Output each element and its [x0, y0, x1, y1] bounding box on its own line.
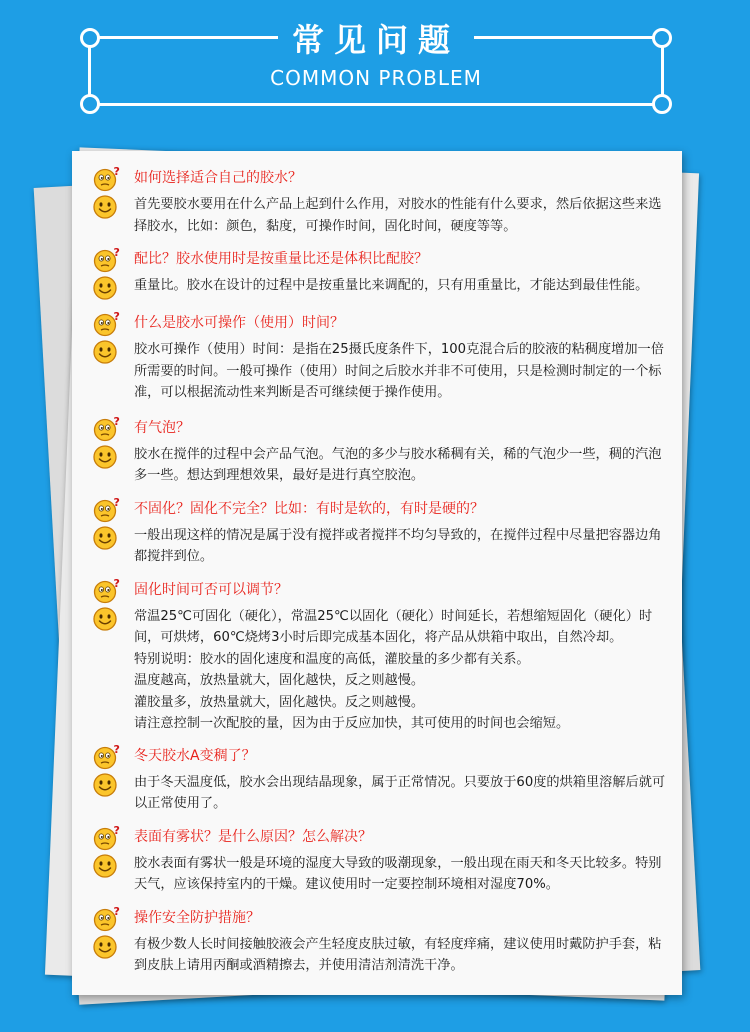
frame-corner [80, 94, 100, 114]
faq-question [90, 246, 670, 273]
answer-note: 特别说明：胶水的固化速度和温度的高低，灌胶量的多少都有关系。 [134, 651, 530, 667]
faq-question [90, 310, 670, 337]
faq-item [90, 310, 670, 404]
question-text: 有气泡？ [134, 419, 190, 436]
faq-answer [90, 273, 670, 300]
page-subtitle: COMMON PROBLEM [270, 66, 482, 90]
smiley-face-icon [92, 525, 118, 555]
faq-answer [90, 442, 670, 487]
smiley-face-icon [92, 275, 118, 305]
svg-text:?: ? [113, 246, 120, 259]
answer-text: 重量比。胶水在设计的过程中是按重量比来调配的，只有用重量比，才能达到最佳性能。 [134, 278, 649, 293]
faq-item [90, 824, 670, 896]
faq-answer [90, 192, 670, 237]
faq-question [90, 496, 670, 523]
answer-text: 一般出现这样的情况是属于没有搅拌或者搅拌不均匀导致的，在搅伴过程中尽量把容器边角都搅拌到位。 [134, 527, 662, 564]
question-text: 什么是胶水可操作（使用）时间？ [134, 315, 344, 331]
svg-text:?: ? [113, 904, 120, 918]
faq-item [90, 577, 670, 735]
faq-answer [90, 523, 670, 568]
faq-question [90, 905, 670, 932]
smiley-face-icon [92, 606, 118, 636]
answer-text: 首先要胶水要用在什么产品上起到什么作用，对胶水的性能有什么要求，然后依据这些来选择胶水，比如：颜色，黏度，可操作时间，固化时间，硬度等等。 [134, 197, 662, 234]
question-text: 配比？胶水使用时是按重量比还是体积比配胶？ [134, 251, 428, 267]
smiley-face-icon [92, 934, 118, 964]
faq-item [90, 743, 670, 815]
answer-note: 温度越高，放热量就大，固化越快，反之则越慢。 [134, 673, 425, 688]
faq-question [90, 824, 670, 851]
smiley-face-icon [92, 194, 118, 224]
faq-answer [90, 851, 670, 896]
question-text: 操作安全防护措施？ [134, 909, 260, 926]
header-banner [88, 14, 664, 106]
smiley-face-icon [92, 444, 118, 474]
faq-list [90, 160, 670, 977]
answer-text: 胶水表面有雾状一般是环境的湿度大导致的吸潮现象，一般出现在雨天和冬天比较多。特别天气，应该保持室内的干燥。建议使用时一定要控制环境相对湿度70%。 [134, 855, 662, 892]
question-text: 如何选择适合自己的胶水？ [134, 170, 302, 186]
answer-text: 常温25℃可固化（硬化），常温25℃以固化（硬化）时间延长，若想缩短固化（硬化）时间，可烘烤，60℃烧烤3小时后即完成基本固化，将产品从烘箱中取出，自然冷却。 [134, 608, 653, 645]
svg-text:?: ? [113, 742, 120, 756]
question-text: 表面有雾状？是什么原因？怎么解决？ [134, 828, 372, 845]
faq-item [90, 165, 670, 237]
answer-note: 请注意控制一次配胶的量，因为由于反应加快，其可使用的时间也会缩短。 [134, 716, 570, 731]
faq-question [90, 165, 670, 192]
question-text: 固化时间可否可以调节？ [134, 581, 288, 598]
svg-text:?: ? [113, 310, 120, 323]
faq-question [90, 415, 670, 442]
faq-item [90, 246, 670, 300]
faq-answer [90, 770, 670, 815]
svg-text:?: ? [113, 414, 120, 428]
question-text: 不固化？固化不完全？比如：有时是软的，有时是硬的？ [134, 500, 484, 517]
faq-question [90, 743, 670, 770]
answer-text: 胶水在搅伴的过程中会产品气泡。气泡的多少与胶水稀稠有关，稀的气泡少一些，稠的汽泡多一些。想达到理想效果，最好是进行真空胶泡。 [134, 446, 662, 483]
faq-item [90, 905, 670, 977]
question-text: 冬天胶水A变稠了？ [134, 747, 256, 764]
smiley-face-icon [92, 772, 118, 802]
svg-text:?: ? [113, 576, 120, 590]
faq-answer [90, 337, 670, 404]
answer-note: 灌胶量多，放热量就大，固化越快。反之则越慢。 [134, 694, 425, 710]
faq-answer [90, 932, 670, 977]
svg-text:?: ? [113, 495, 120, 509]
svg-text:?: ? [113, 823, 120, 837]
svg-text:?: ? [113, 165, 120, 178]
faq-item [90, 415, 670, 487]
answer-text: 有极少数人长时间接触胶液会产生轻度皮肤过敏，有轻度痒痛，建议使用时戴防护手套，粘到皮肤上请用丙酮或酒精擦去，并使用清洁剂清洗干净。 [134, 936, 662, 973]
frame-corner [652, 94, 672, 114]
smiley-face-icon [92, 339, 118, 369]
faq-answer [90, 604, 670, 735]
page-title: 常见问题 [291, 21, 460, 59]
faq-question [90, 577, 670, 604]
answer-text: 由于冬天温度低，胶水会出现结晶现象，属于正常情况。只要放于60度的烘箱里溶解后就可以正常使用了。 [134, 774, 666, 811]
answer-text: 胶水可操作（使用）时间：是指在25摄氏度条件下，100克混合后的胶液的粘稠度增加一倍所需要的时间。一般可操作（使用）时间之后胶水并非不可使用，只是检测时制定的一个标准，可以根据流动性来判断是否可继续便于操作使用。 [134, 342, 664, 400]
smiley-face-icon [92, 853, 118, 883]
faq-item [90, 496, 670, 568]
